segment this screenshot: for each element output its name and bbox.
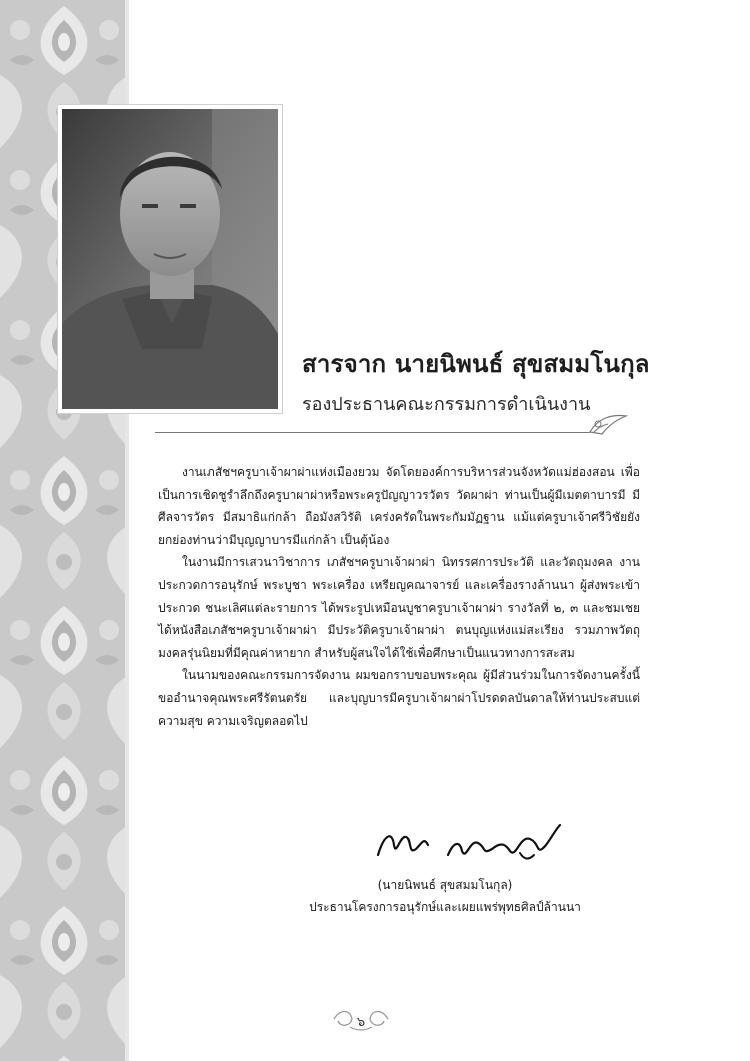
paragraph: งานเภสัชฯครูบาเจ้าผาผ่าแห่งเมืองยวม จัดโดยองค์การบริหารส่วนจังหวัดแม่ฮ่องสอน เพื่อเป็นการเชิดชูรำลึกถึงครูบาผาผ่าหรือพระครูปัญญาวรวัตร วัดผาผ่า ท่านเป็นผู้มีเมตตาบารมี มีศีลจารวัตร มีสมาธิแก่กล้า ถือมังสวิรัติ เคร่งครัดในพระกัมมัฏฐาน แม้แต่ครูบาเจ้าศรีวิชัยยังยกย่องท่านว่ามีบุญญาบารมีแก่กล้า เป็นตุ้น้อง: [158, 465, 640, 547]
portrait-photo: [62, 109, 278, 409]
paragraph: ในงานมีการเสวนาวิชาการ เภสัชฯครูบาเจ้าผาผ่า นิทรรศการประวัติ และวัตถุมงคล งานประกวดการอนุรักษ์ พระบูชา พระเครื่อง เหรียญคณาจารย์ และเครื่องรางล้านนา ผู้ส่งพระเข้าประกวด ชนะเลิศแต่ละรายการ ได้พระรูปเหมือนบูชาครูบาเจ้าผาผ่า รางวัลที่ ๒, ๓ และชมเชย ได้หนังสือเภสัชฯครูบาเจ้าผาผ่า มีประวัติครูบาเจ้าผาผ่า ตนบุญแห่งแม่สะเรียง รวมภาพวัตถุมงคลรุ่นนิยมที่มีคุณค่าหายาก สำหรับผู้สนใจได้ใช้เพื่อศึกษาเป็นแนวทางการสะสม: [158, 555, 640, 660]
handwritten-signature: [370, 815, 570, 874]
page-number: ๖: [356, 1015, 366, 1030]
signatory-position: ประธานโครงการอนุรักษ์และเผยแพร่พุทธศิลป์ล้านนา: [309, 900, 581, 914]
paragraph: ในนามของคณะกรรมการจัดงาน ผมขอกราบขอบพระคุณ ผู้มีส่วนร่วมในการจัดงานครั้งนี้ ขออำนาจคุณพระศรีรัตนตรัย และบุญบารมีครูบาเจ้าผาผ่าโปรดดลบันดาลให้ท่านประสบแต่ความสุข ความเจริญตลอดไป: [158, 668, 640, 728]
portrait-frame: [58, 105, 282, 413]
signatory-name: (นายนิพนธ์ สุขสมมโนกุล): [377, 878, 513, 892]
leaf-ornament-icon: [588, 410, 628, 442]
page-title: สารจาก นายนิพนธ์ สุขสมมโนกุล: [302, 350, 650, 378]
page-subtitle: รองประธานคณะกรรมการดำเนินงาน: [302, 394, 591, 415]
message-body: [158, 461, 640, 732]
divider-line: [155, 432, 590, 433]
